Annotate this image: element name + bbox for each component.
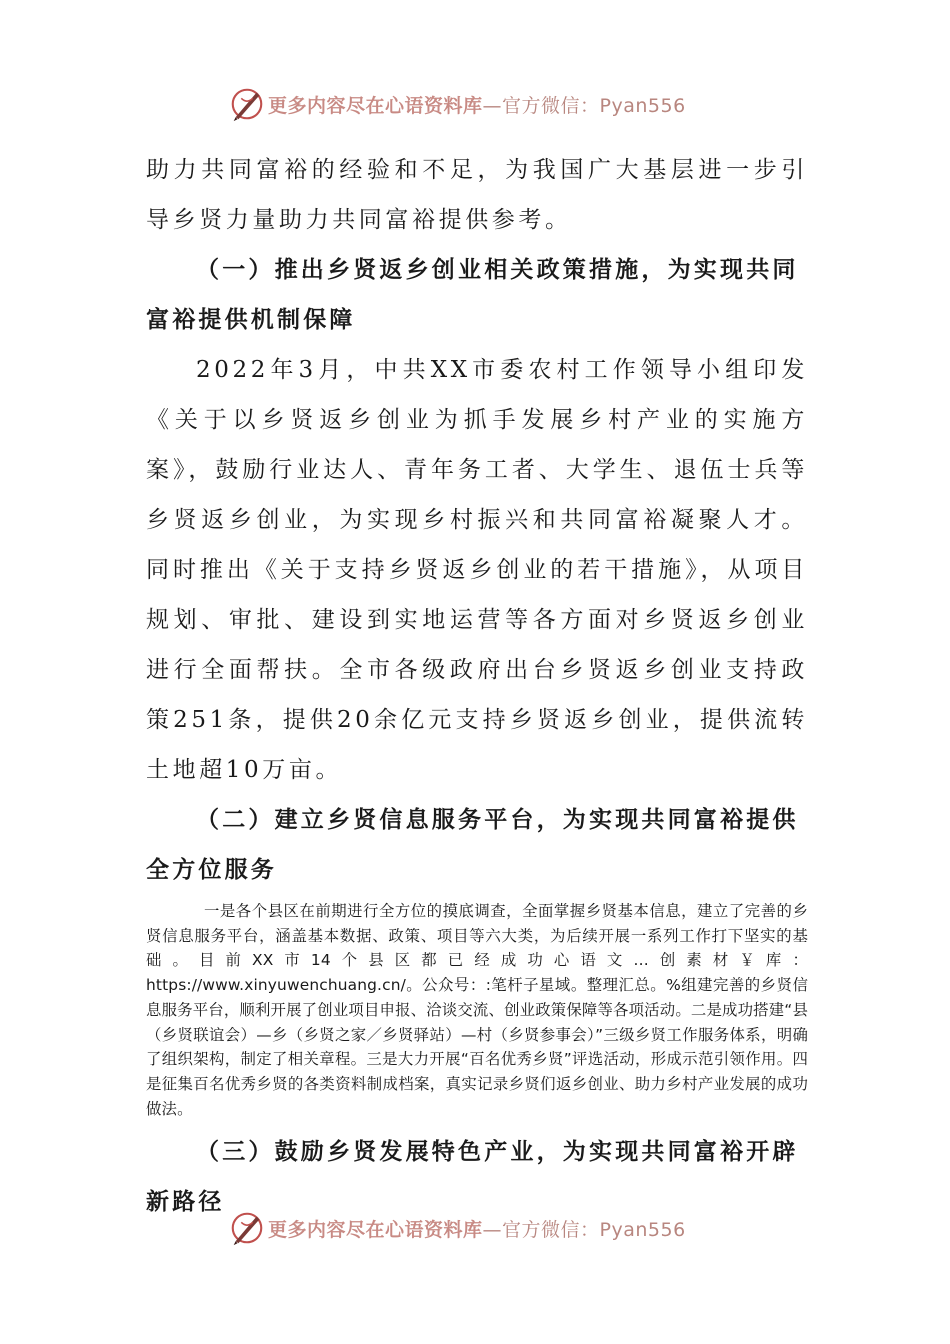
section-heading-2: （二）建立乡贤信息服务平台，为实现共同富裕提供全方位服务 — [146, 807, 799, 883]
banner-text — [268, 1215, 686, 1242]
banner-brand: 更多内容尽在心语资料库 — [268, 1218, 483, 1241]
pen-logo-icon — [228, 85, 266, 123]
footer-banner — [228, 1208, 686, 1248]
banner-brand: 更多内容尽在心语资料库 — [268, 94, 483, 117]
section-heading-1: （一）推出乡贤返乡创业相关政策措施，为实现共同富裕提供机制保障 — [146, 257, 799, 333]
banner-contact: 官方微信：Pyan556 — [502, 94, 686, 117]
pen-logo-icon — [228, 1209, 266, 1247]
section-heading-3: （三）鼓励乡贤发展特色产业，为实现共同富裕开辟新路径 — [146, 1139, 799, 1216]
banner-separator: — — [482, 1218, 503, 1241]
banner-contact: 官方微信：Pyan556 — [502, 1218, 686, 1241]
paragraph-intro: 助力共同富裕的经验和不足，为我国广大基层进一步引导乡贤力量助力共同富裕提供参考。 — [146, 157, 808, 233]
banner-text — [268, 91, 686, 118]
banner-separator: — — [482, 94, 503, 117]
header-banner — [228, 84, 686, 124]
document-body — [146, 145, 808, 1227]
paragraph-policy: 2022年3月，中共XX市委农村工作领导小组印发《关于以乡贤返乡创业为抓手发展乡村产业的实施方案》，鼓励行业达人、青年务工者、大学生、退伍士兵等乡贤返乡创业，为实现乡村振兴和共同富裕凝聚人才。同时推出《关于支持乡贤返乡创业的若干措施》，从项目规划、审批、建设到实地运营等各方面对乡贤返乡创业进行全面帮扶。全市各级政府出台乡贤返乡创业支持政策251条，提供20余亿元支持乡贤返乡创业，提供流转土地超10万亩。 — [146, 357, 808, 783]
paragraph-platform: 一是各个县区在前期进行全方位的摸底调查，全面掌握乡贤基本信息，建立了完善的乡贤信息服务平台，涵盖基本数据、政策、项目等六大类，为后续开展一系列工作打下坚实的基础。目前XX市14个县区都已经成功心语文…创素材￥库：https://www.xinyuwenchuang.cn/。公众号：:笔杆子星域。整理汇总。%组建完善的乡贤信息服务平台，顺利开展了创业项目申报、洽谈交流、创业政策保障等各项活动。二是成功搭建“县（乡贤联谊会）—乡（乡贤之家／乡贤驿站）—村（乡贤参事会）”三级乡贤工作服务体系，明确了组织架构，制定了相关章程。三是大力开展“百名优秀乡贤”评选活动，形成示范引领作用。四是征集百名优秀乡贤的各类资料制成档案，真实记录乡贤们返乡创业、助力乡村产业发展的成功做法。 — [146, 902, 808, 1118]
